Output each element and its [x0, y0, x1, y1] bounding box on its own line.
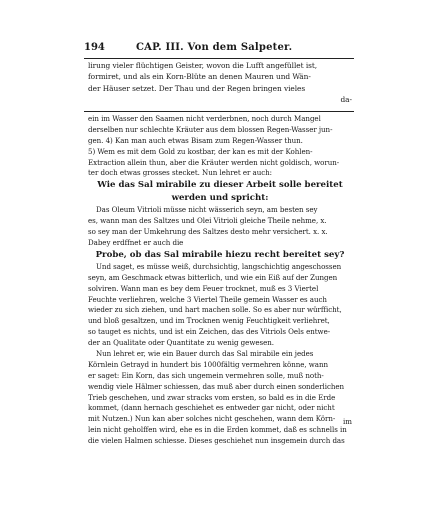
text-line: wieder zu sich ziehen, und hart machen solle. So es aber nur würfficht, — [88, 305, 342, 315]
page-header — [84, 42, 354, 56]
text-line: lirung vieler flüchtigen Geister, wovon die Lufft angefüllet ist, — [88, 61, 318, 70]
text-line: mit Nutzen.) Nun kan aber solches nicht geschehen, wann dem Körn- — [88, 414, 336, 424]
text-line: seyn, am Geschmack etwas bitterlich, und wie ein Eiß auf der Zungen — [88, 272, 338, 282]
text-line: so sey man der Umkehrung des Saltzes desto mehr versichert. x. x. — [88, 227, 328, 237]
text-line: er saget: Ein Korn, das sich ungemein vermehren solle, muß noth- — [88, 370, 324, 380]
header-rule — [84, 58, 354, 59]
running-head: CAP. III. Von dem Salpeter. — [136, 42, 293, 53]
text-line: es, wann man des Saltzes und Olei Vitrioli gleiche Theile nehme, x. — [88, 216, 327, 226]
text-line: wendig viele Hälmer schiessen, das muß aber durch einen sonderlichen — [88, 381, 345, 391]
section-heading: werden und spricht: — [171, 193, 269, 204]
section-heading: Wie das Sal mirabile zu dieser Arbeit solle bereitet — [97, 180, 343, 191]
text-line: Nun lehret er, wie ein Bauer durch das Sal mirabile ein jedes — [96, 349, 314, 359]
text-line: so tauget es nichts, und ist ein Zeichen, das des Vitriols Oels entwe- — [88, 327, 331, 337]
text-line: gen. 4) Kan man auch etwas Bisam zum Regen-Wasser thun. — [88, 135, 303, 145]
text-line: der an Qualitate oder Quantitate zu wenig gewesen. — [88, 338, 274, 348]
text-line: 5) Wem es mit dem Gold zu kostbar, der kan es mit der Kohlen- — [88, 146, 313, 156]
text-line: kommet, (dann hernach geschiehet es entweder gar nicht, oder nicht — [88, 403, 335, 413]
text-line: Extraction allein thun, aber die Kräuter werden nicht goldisch, worun- — [88, 157, 340, 167]
text-line: Feuchte verliehren, welche 3 Viertel Theile gemein Wasser es auch — [88, 294, 327, 304]
catchword: im — [343, 417, 352, 426]
text-line: lein nicht geholffen wird, ehe es in die Erden kommet, daß es schnells in — [88, 425, 347, 435]
text-line: der Häuser setzet. Der Thau und der Regen bringen vieles — [88, 83, 306, 93]
catchword-top: da- — [340, 94, 352, 104]
section-heading: Probe, ob das Sal mirabile hiezu recht bereitet sey? — [95, 249, 345, 260]
text-line: Dabey erdffnet er auch die — [88, 238, 184, 248]
main-text-block — [88, 114, 352, 447]
text-line: die vielen Halmen schiesse. Dieses geschiehet nun insgemein durch das — [88, 436, 345, 446]
text-line: Trieb geschehen, und zwar stracks vom ersten, so bald es in die Erde — [88, 392, 336, 402]
text-line: derselben nur schlechte Kräuter aus dem blossen Regen-Wasser jun- — [88, 124, 333, 134]
text-line: Das Oleum Vitrioli müsse nicht wässerich seyn, am besten sey — [96, 205, 318, 215]
text-line: formiret, und als ein Korn-Blüte an denen Mauren und Wän- — [88, 72, 311, 82]
text-line: Und saget, es müsse weiß, durchsichtig, langschichtig angeschossen — [96, 261, 342, 271]
top-text-block — [88, 60, 352, 105]
section-rule — [84, 111, 354, 112]
page-number: 194 — [84, 42, 105, 53]
text-line: ein im Wasser den Saamen nicht verderbnen, noch durch Mangel — [88, 114, 321, 123]
text-line: solviren. Wann man es bey dem Feuer trocknet, muß es 3 Viertel — [88, 283, 319, 293]
text-line: ter doch etwas grosses stecket. Nun lehret er auch: — [88, 168, 272, 178]
text-line: und bloß gesaltzen, und im Trocknen wenig Feuchtigkeit verliehret, — [88, 316, 330, 326]
text-line: Körnlein Getrayd in hundert bis 1000fältig vermehren könne, wann — [88, 359, 329, 369]
